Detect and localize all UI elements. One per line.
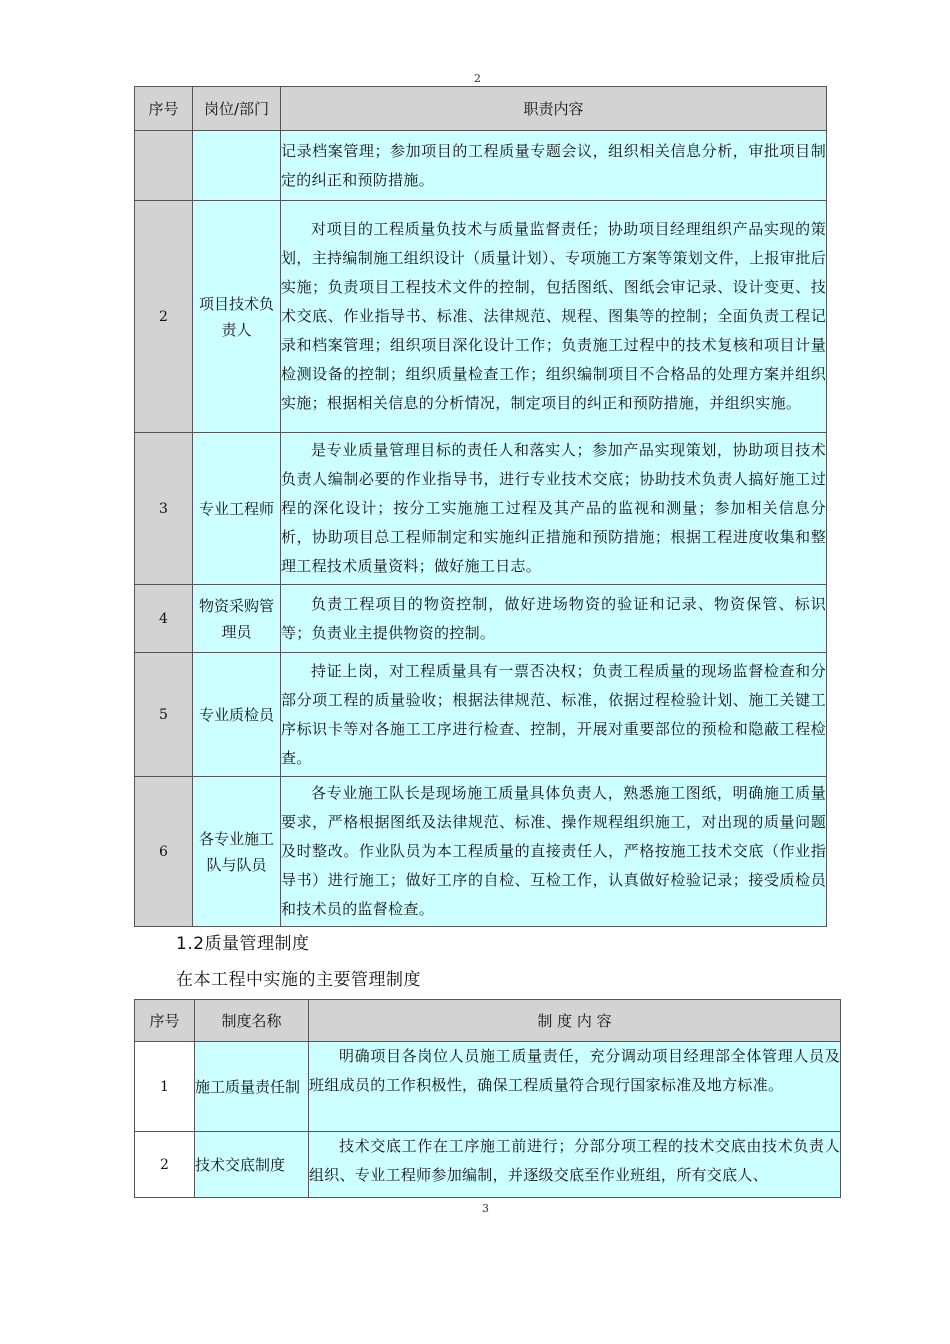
page-number-top: 2: [474, 72, 481, 85]
table-row: [135, 585, 827, 653]
row-no: 4: [135, 585, 193, 653]
table-row: [135, 201, 827, 433]
row-role: 专业质检员: [193, 653, 281, 777]
row-content: 记录档案管理；参加项目的工程质量专题会议，组织相关信息分析，审批项目制定的纠正和预防措施。: [281, 131, 827, 201]
page-number-bottom: 3: [482, 1202, 489, 1215]
table-row: [135, 131, 827, 201]
row-content: 各专业施工队长是现场施工质量具体负责人，熟悉施工图纸，明确施工质量要求，严格根据图纸及法律规范、标准、操作规程组织施工，对出现的质量问题及时整改。作业队员为本工程质量的直接责任人，严格按施工技术交底（作业指导书）进行施工；做好工序的自检、互检工作，认真做好检验记录；接受质检员和技术员的监督检查。: [281, 777, 827, 927]
row-no: [135, 131, 193, 201]
row-content: 是专业质量管理目标的责任人和落实人；参加产品实现策划，协助项目技术负责人编制必要的作业指导书，进行专业技术交底；协助技术负责人搞好施工过程的深化设计；按分工实施施工过程及其产品的监视和测量；参加相关信息分析，协助项目总工程师制定和实施纠正措施和预防措施；根据工程进度收集和整理工程技术质量资料；做好施工日志。: [281, 433, 827, 585]
row-no: 5: [135, 653, 193, 777]
header-system-content: 制 度 内 容: [309, 1000, 841, 1042]
row-content: 对项目的工程质量负技术与质量监督责任；协助项目经理组织产品实现的策划，主持编制施工组织设计（质量计划）、专项施工方案等策划文件，上报审批后实施；负责项目工程技术文件的控制，包括图纸、图纸会审记录、设计变更、技术交底、作业指导书、标准、法律规范、规程、图集等的控制；全面负责工程记录和档案管理；组织项目深化设计工作；负责施工过程中的技术复核和项目计量检测设备的控制；组织质量检查工作；组织编制项目不合格品的处理方案并组织实施；根据相关信息的分析情况，制定项目的纠正和预防措施，并组织实施。: [281, 201, 827, 433]
row-role: 专业工程师: [193, 433, 281, 585]
row-system-name: 施工质量责任制: [195, 1042, 309, 1132]
row-system-name: 技术交底制度: [195, 1132, 309, 1198]
table-header-row: [135, 1000, 841, 1042]
section-intro: 在本工程中实施的主要管理制度: [176, 970, 421, 990]
table-row: [135, 777, 827, 927]
header-content: 职责内容: [281, 87, 827, 131]
table-header-row: [135, 87, 827, 131]
row-role: 物资采购管理员: [193, 585, 281, 653]
row-role: [193, 131, 281, 201]
table-row: [135, 1042, 841, 1132]
row-no: 2: [135, 1132, 195, 1198]
responsibility-table: [134, 86, 827, 927]
table-row: [135, 653, 827, 777]
header-role: 岗位/部门: [193, 87, 281, 131]
row-content: 持证上岗，对工程质量具有一票否决权；负责工程质量的现场监督检查和分部分项工程的质量验收；根据法律规范、标准，依据过程检验计划、施工关键工序标识卡等对各施工工序进行检查、控制，开展对重要部位的预检和隐蔽工程检查。: [281, 653, 827, 777]
row-no: 2: [135, 201, 193, 433]
table-row: [135, 433, 827, 585]
row-no: 1: [135, 1042, 195, 1132]
system-table: [134, 999, 841, 1198]
header-no: 序号: [135, 87, 193, 131]
row-no: 3: [135, 433, 193, 585]
row-role: 项目技术负责人: [193, 201, 281, 433]
row-system-content: 技术交底工作在工序施工前进行；分部分项工程的技术交底由技术负责人组织、专业工程师参加编制，并逐级交底至作业班组，所有交底人、: [309, 1132, 841, 1198]
header-system-name: 制度名称: [195, 1000, 309, 1042]
table-row: [135, 1132, 841, 1198]
section-heading: 1.2质量管理制度: [176, 934, 310, 954]
header-no: 序号: [135, 1000, 195, 1042]
row-content: 负责工程项目的物资控制，做好进场物资的验证和记录、物资保管、标识等；负责业主提供物资的控制。: [281, 585, 827, 653]
row-system-content: 明确项目各岗位人员施工质量责任，充分调动项目经理部全体管理人员及班组成员的工作积极性，确保工程质量符合现行国家标准及地方标准。: [309, 1042, 841, 1132]
row-role: 各专业施工队与队员: [193, 777, 281, 927]
row-no: 6: [135, 777, 193, 927]
